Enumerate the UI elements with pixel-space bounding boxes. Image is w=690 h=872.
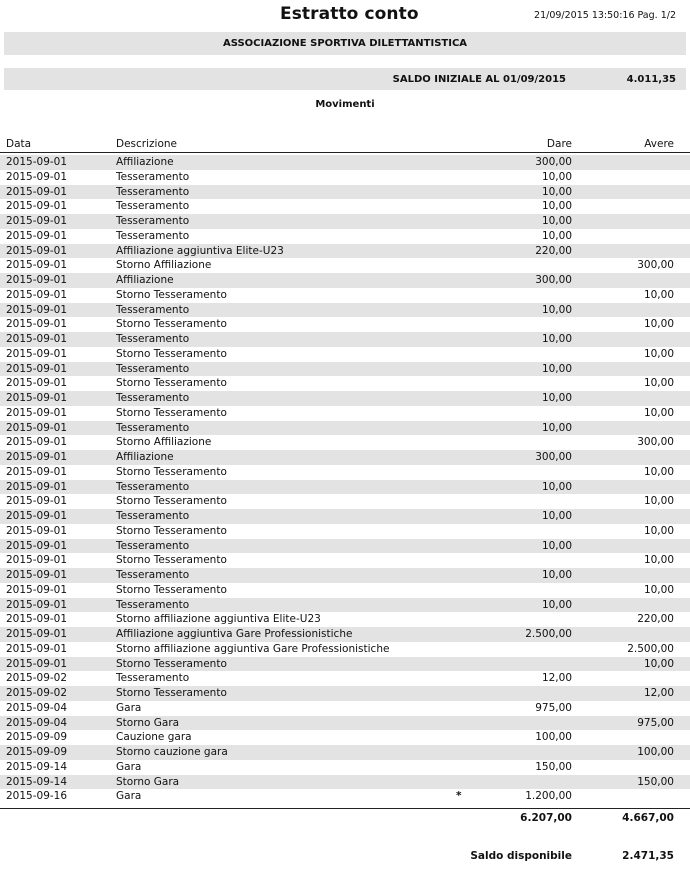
row-description: Tesseramento <box>116 539 190 552</box>
row-description: Storno Tesseramento <box>116 465 227 478</box>
row-description: Tesseramento <box>116 303 190 316</box>
row-date: 2015-09-04 <box>6 716 68 729</box>
table-row <box>0 214 690 229</box>
row-description: Storno affiliazione aggiuntiva Gare Professionistiche <box>116 642 390 655</box>
row-description: Storno affiliazione aggiuntiva Elite-U23 <box>116 613 321 626</box>
row-date: 2015-09-01 <box>6 421 68 434</box>
table-row <box>0 568 690 583</box>
row-description: Storno Tesseramento <box>116 377 227 390</box>
row-date: 2015-09-01 <box>6 628 68 640</box>
table-row <box>0 671 690 686</box>
row-description: Cauzione gara <box>116 731 192 744</box>
column-header-avere: Avere <box>644 138 674 150</box>
row-description: Storno Tesseramento <box>116 347 227 360</box>
row-dare: 10,00 <box>541 215 572 227</box>
print-timestamp: 21/09/2015 13:50:16 Pag. 1/2 <box>534 10 676 21</box>
row-dare: 10,00 <box>541 185 572 198</box>
row-description: Tesseramento <box>116 215 190 227</box>
row-date: 2015-09-01 <box>6 377 68 390</box>
row-dare: 10,00 <box>541 480 572 493</box>
row-description: Storno Tesseramento <box>116 288 227 301</box>
row-description: Tesseramento <box>116 362 190 375</box>
row-dare: 10,00 <box>541 392 572 404</box>
row-dare: 10,00 <box>541 170 572 183</box>
row-description: Storno Tesseramento <box>116 554 227 567</box>
row-description: Tesseramento <box>116 569 190 581</box>
row-description: Tesseramento <box>116 598 190 611</box>
row-description: Gara <box>116 790 142 803</box>
row-date: 2015-09-09 <box>6 731 68 744</box>
row-avere: 10,00 <box>643 288 674 301</box>
table-row <box>0 303 690 318</box>
row-avere: 2.500,00 <box>627 642 674 655</box>
row-description: Affiliazione <box>116 274 174 286</box>
table-row <box>0 450 690 465</box>
association-name: ASSOCIAZIONE SPORTIVA DILETTANTISTICA <box>222 38 468 49</box>
table-row <box>0 701 690 716</box>
opening-balance-label: SALDO INIZIALE AL 01/09/2015 <box>392 74 566 85</box>
row-dare: 10,00 <box>541 539 572 552</box>
table-row <box>0 583 690 598</box>
row-avere: 150,00 <box>637 775 674 788</box>
row-description: Storno Tesseramento <box>116 687 227 699</box>
row-description: Storno Tesseramento <box>116 524 227 537</box>
table-row <box>0 170 690 185</box>
table-row <box>0 716 690 731</box>
row-avere: 10,00 <box>643 465 674 478</box>
row-avere: 10,00 <box>643 657 674 670</box>
table-row <box>0 199 690 214</box>
document-title: Estratto conto <box>280 4 419 24</box>
table-row <box>0 391 690 406</box>
row-date: 2015-09-01 <box>6 495 68 508</box>
table-row <box>0 657 690 672</box>
row-dare: 10,00 <box>541 362 572 375</box>
row-description: Affiliazione <box>116 451 174 463</box>
table-row <box>0 509 690 524</box>
row-date: 2015-09-01 <box>6 347 68 360</box>
table-row <box>0 362 690 377</box>
totals-row <box>0 808 690 825</box>
table-row <box>0 730 690 745</box>
row-dare: 300,00 <box>535 274 572 286</box>
table-row <box>0 317 690 332</box>
row-avere: 300,00 <box>637 259 674 272</box>
table-row <box>0 406 690 421</box>
table-row <box>0 686 690 701</box>
row-date: 2015-09-01 <box>6 288 68 301</box>
row-avere: 10,00 <box>643 347 674 360</box>
row-dare: 300,00 <box>535 156 572 168</box>
row-date: 2015-09-01 <box>6 185 68 198</box>
row-description: Affiliazione aggiuntiva Gare Professionistiche <box>116 628 353 640</box>
row-date: 2015-09-01 <box>6 451 68 463</box>
opening-balance-value: 4.011,35 <box>626 74 676 85</box>
row-dare: 10,00 <box>541 200 572 213</box>
row-date: 2015-09-01 <box>6 510 68 522</box>
row-description: Storno Tesseramento <box>116 657 227 670</box>
row-description: Storno Tesseramento <box>116 495 227 508</box>
table-row <box>0 435 690 450</box>
row-dare: 10,00 <box>541 598 572 611</box>
table-row <box>0 480 690 495</box>
row-date: 2015-09-01 <box>6 274 68 286</box>
row-description: Tesseramento <box>116 672 190 685</box>
row-avere: 100,00 <box>637 746 674 758</box>
available-balance-label: Saldo disponibile <box>470 850 572 862</box>
row-dare: 10,00 <box>541 333 572 345</box>
row-date: 2015-09-01 <box>6 554 68 567</box>
row-dare: 10,00 <box>541 229 572 242</box>
total-avere: 4.667,00 <box>622 812 674 824</box>
row-description: Tesseramento <box>116 170 190 183</box>
row-date: 2015-09-01 <box>6 362 68 375</box>
row-date: 2015-09-01 <box>6 259 68 272</box>
table-row <box>0 539 690 554</box>
row-dare: 100,00 <box>535 731 572 744</box>
row-description: Tesseramento <box>116 185 190 198</box>
row-date: 2015-09-14 <box>6 775 68 788</box>
table-row <box>0 553 690 568</box>
opening-balance-band <box>4 68 686 90</box>
table-row <box>0 627 690 642</box>
row-dare: 2.500,00 <box>525 628 572 640</box>
row-date: 2015-09-14 <box>6 760 68 773</box>
available-balance-value: 2.471,35 <box>622 850 674 862</box>
row-date: 2015-09-01 <box>6 200 68 213</box>
row-avere: 10,00 <box>643 495 674 508</box>
table-row <box>0 421 690 436</box>
row-date: 2015-09-01 <box>6 598 68 611</box>
row-dare: 10,00 <box>541 303 572 316</box>
table-row <box>0 273 690 288</box>
row-avere: 10,00 <box>643 406 674 419</box>
row-avere: 10,00 <box>643 583 674 596</box>
row-description: Tesseramento <box>116 421 190 434</box>
row-description: Storno Gara <box>116 775 180 788</box>
table-row <box>0 494 690 509</box>
table-row <box>0 288 690 303</box>
table-header <box>0 138 690 153</box>
row-date: 2015-09-01 <box>6 480 68 493</box>
row-date: 2015-09-01 <box>6 539 68 552</box>
row-date: 2015-09-01 <box>6 303 68 316</box>
table-row <box>0 745 690 760</box>
row-description: Gara <box>116 701 142 714</box>
row-dare: 975,00 <box>535 701 572 714</box>
row-date: 2015-09-01 <box>6 583 68 596</box>
table-row <box>0 258 690 273</box>
row-marker: * <box>456 790 462 803</box>
row-date: 2015-09-01 <box>6 392 68 404</box>
row-dare: 1.200,00 <box>525 790 572 803</box>
row-date: 2015-09-01 <box>6 436 68 449</box>
table-row <box>0 524 690 539</box>
row-description: Storno Tesseramento <box>116 583 227 596</box>
row-avere: 10,00 <box>643 318 674 331</box>
table-row <box>0 612 690 627</box>
table-row <box>0 642 690 657</box>
column-header-date: Data <box>6 138 32 150</box>
row-description: Affiliazione <box>116 156 174 168</box>
row-date: 2015-09-01 <box>6 569 68 581</box>
column-header-dare: Dare <box>546 138 572 150</box>
row-dare: 10,00 <box>541 569 572 581</box>
row-date: 2015-09-01 <box>6 406 68 419</box>
row-date: 2015-09-01 <box>6 156 68 168</box>
row-date: 2015-09-01 <box>6 244 68 257</box>
association-band <box>4 32 686 55</box>
row-date: 2015-09-01 <box>6 318 68 331</box>
row-date: 2015-09-01 <box>6 170 68 183</box>
row-description: Tesseramento <box>116 229 190 242</box>
row-date: 2015-09-01 <box>6 657 68 670</box>
total-dare: 6.207,00 <box>520 812 572 824</box>
row-date: 2015-09-04 <box>6 701 68 714</box>
row-description: Tesseramento <box>116 480 190 493</box>
row-description: Affiliazione aggiuntiva Elite-U23 <box>116 244 284 257</box>
table-row <box>0 347 690 362</box>
movements-table <box>0 155 690 804</box>
row-description: Tesseramento <box>116 333 190 345</box>
row-dare: 10,00 <box>541 510 572 522</box>
table-row <box>0 155 690 170</box>
table-row <box>0 465 690 480</box>
table-row <box>0 229 690 244</box>
row-avere: 12,00 <box>643 687 674 699</box>
table-row <box>0 376 690 391</box>
row-description: Storno Affiliazione <box>116 259 212 272</box>
row-description: Storno Gara <box>116 716 180 729</box>
table-row <box>0 244 690 259</box>
table-row <box>0 332 690 347</box>
row-dare: 150,00 <box>535 760 572 773</box>
table-row <box>0 185 690 200</box>
table-row <box>0 760 690 775</box>
table-row <box>0 775 690 790</box>
row-avere: 10,00 <box>643 377 674 390</box>
column-header-description: Descrizione <box>116 138 177 150</box>
row-dare: 300,00 <box>535 451 572 463</box>
row-avere: 975,00 <box>637 716 674 729</box>
row-date: 2015-09-01 <box>6 524 68 537</box>
row-dare: 220,00 <box>535 244 572 257</box>
row-dare: 10,00 <box>541 421 572 434</box>
row-date: 2015-09-16 <box>6 790 68 803</box>
row-date: 2015-09-01 <box>6 333 68 345</box>
row-date: 2015-09-01 <box>6 215 68 227</box>
row-description: Tesseramento <box>116 510 190 522</box>
row-avere: 300,00 <box>637 436 674 449</box>
row-date: 2015-09-02 <box>6 687 68 699</box>
section-title: Movimenti <box>315 99 375 110</box>
row-description: Storno Affiliazione <box>116 436 212 449</box>
row-avere: 220,00 <box>637 613 674 626</box>
row-date: 2015-09-01 <box>6 465 68 478</box>
table-row <box>0 598 690 613</box>
row-description: Tesseramento <box>116 392 190 404</box>
row-avere: 10,00 <box>643 554 674 567</box>
row-dare: 12,00 <box>541 672 572 685</box>
row-date: 2015-09-01 <box>6 613 68 626</box>
row-date: 2015-09-02 <box>6 672 68 685</box>
row-description: Storno Tesseramento <box>116 406 227 419</box>
row-description: Storno cauzione gara <box>116 746 228 758</box>
row-description: Tesseramento <box>116 200 190 213</box>
row-description: Gara <box>116 760 142 773</box>
row-date: 2015-09-09 <box>6 746 68 758</box>
row-avere: 10,00 <box>643 524 674 537</box>
row-date: 2015-09-01 <box>6 229 68 242</box>
row-description: Storno Tesseramento <box>116 318 227 331</box>
table-row <box>0 789 690 804</box>
row-date: 2015-09-01 <box>6 642 68 655</box>
